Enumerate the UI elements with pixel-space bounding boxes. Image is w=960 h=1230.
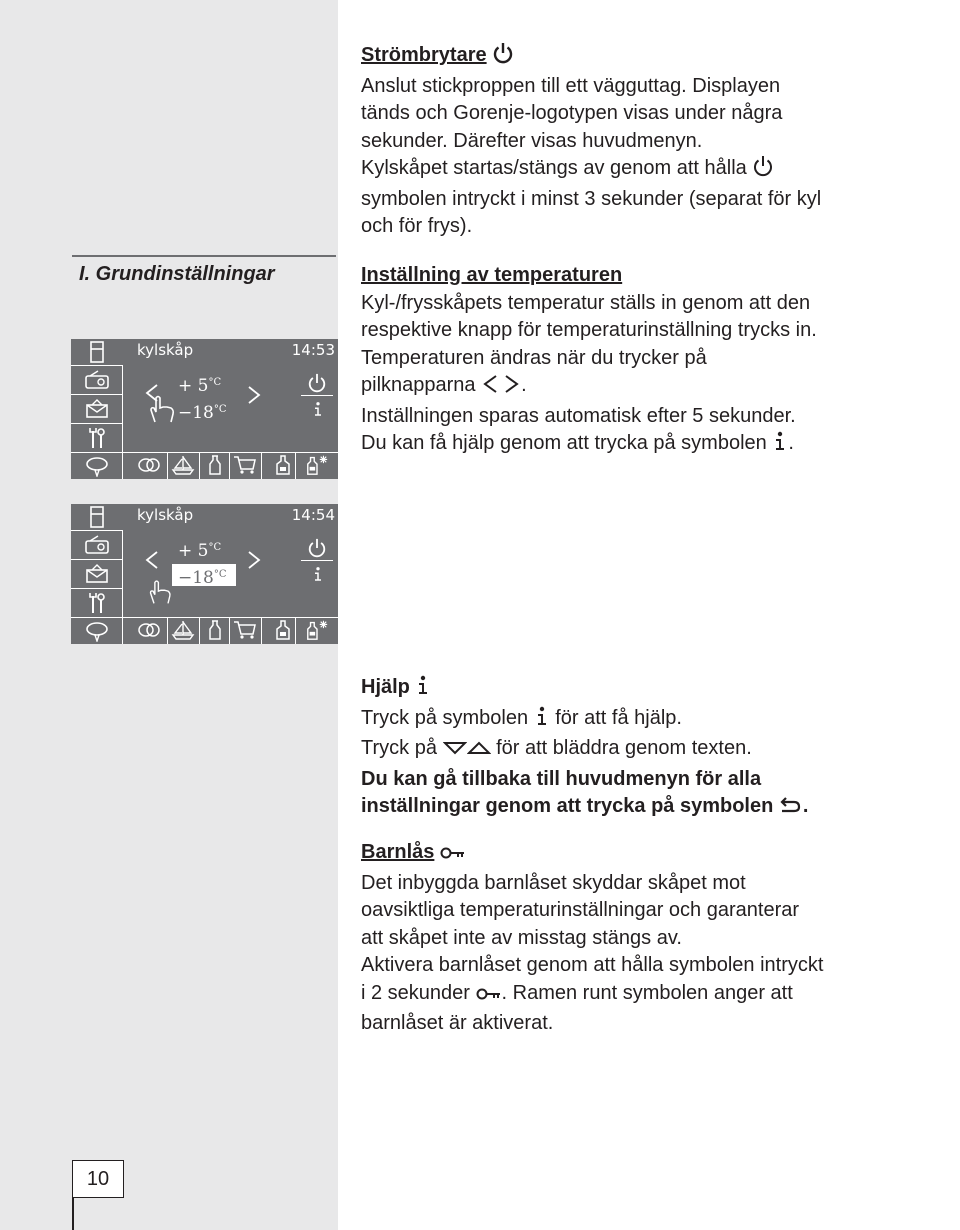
display-screen-2 <box>71 504 338 644</box>
temperature-line: respektive knapp för temperaturinställning trycks in. <box>361 319 817 341</box>
tools-icon[interactable] <box>71 425 122 451</box>
arrow-right-icon[interactable] <box>247 550 261 575</box>
shopping-cart-icon[interactable] <box>233 619 257 641</box>
bottle-icon[interactable] <box>203 619 227 641</box>
info-icon[interactable] <box>312 565 324 588</box>
arrow-down-icon <box>443 738 467 766</box>
help-line: för att bläddra genom texten. <box>496 737 752 759</box>
back-icon <box>779 795 803 824</box>
fridge-icon[interactable] <box>71 504 122 530</box>
key-icon <box>476 983 502 1011</box>
display-screen-1 <box>71 339 338 479</box>
help-line: Tryck på symbolen <box>361 706 529 729</box>
hand-pointer-icon <box>147 394 179 429</box>
temperature-section: Inställning av temperaturen Kyl-/frysskåpets temperatur ställs in genom att den respektive knapp för temperaturinställning trycks in. Temperaturen ändras när du trycker på pilknapparna . Inställningen sparas automatisk efter 5 sekunder. Du kan få hjälp genom att trycka på symbolen . <box>361 262 817 461</box>
display-title: kylskåp <box>137 341 194 359</box>
quick-freeze-icon[interactable] <box>305 454 329 476</box>
section-title: I. Grundinställningar <box>79 263 275 285</box>
key-icon <box>440 842 466 870</box>
power-heading: Strömbrytare <box>361 44 487 66</box>
power-line: Kylskåpet startas/stängs av genom att hålla <box>361 157 747 179</box>
power-line: tänds och Gorenje-logotypen visas under några <box>361 102 783 124</box>
power-section <box>361 42 821 241</box>
help-bold-line: inställningar genom att trycka på symbolen <box>361 795 774 817</box>
hand-pointer-icon <box>147 578 175 611</box>
speech-icon[interactable] <box>71 618 122 644</box>
childlock-line: att skåpet inte av misstag stängs av. <box>361 926 682 949</box>
childlock-line: i 2 sekunder <box>361 981 470 1004</box>
power-line: och för frys). <box>361 215 473 237</box>
help-line: för att få hjälp. <box>555 706 682 729</box>
info-icon <box>415 674 431 705</box>
help-bold-line: Du kan gå tillbaka till huvudmenyn för alla <box>361 767 762 790</box>
info-icon <box>772 430 788 461</box>
tools-icon[interactable] <box>71 590 122 616</box>
power-icon <box>752 155 774 186</box>
drink-icon[interactable] <box>271 619 295 641</box>
childlock-line: Det inbyggda barnlåset skyddar skåpet mot <box>361 871 746 894</box>
display-title: kylskåp <box>137 506 194 524</box>
arrow-right-icon <box>501 374 521 403</box>
temperature-line: Kyl-/frysskåpets temperatur ställs in genom att den <box>361 291 811 314</box>
drink-icon[interactable] <box>271 454 295 476</box>
fridge-temperature[interactable]: + $5^{^\circ C}$ <box>178 541 222 561</box>
radio-icon[interactable] <box>71 532 122 558</box>
help-section: Hjälp Tryck på symbolen för att få hjälp. Tryck på för att bläddra genom texten. Du kan gå tillbaka till huvudmenyn för alla inställningar genom att trycka på symbolen . <box>361 674 808 824</box>
mail-icon[interactable] <box>71 396 122 422</box>
fridge-icon[interactable] <box>71 339 122 365</box>
temperature-line: pilknapparna <box>361 374 476 396</box>
arrow-right-icon[interactable] <box>247 385 261 410</box>
childlock-section <box>361 839 823 1038</box>
display-clock: 14:53 <box>291 341 335 359</box>
arrow-up-icon <box>467 738 491 766</box>
bottle-icon[interactable] <box>203 454 227 476</box>
quick-freeze-icon[interactable] <box>305 619 329 641</box>
speech-icon[interactable] <box>71 453 122 479</box>
eco-icon[interactable] <box>137 619 161 641</box>
section-divider <box>72 255 336 257</box>
power-line: sekunder. Därefter visas huvudmenyn. <box>361 129 703 152</box>
eco-icon[interactable] <box>137 454 161 476</box>
childlock-line: barnlåset är aktiverat. <box>361 1012 554 1034</box>
power-line: symbolen intryckt i minst 3 sekunder (separat för kyl <box>361 187 822 210</box>
power-line: Anslut stickproppen till ett vägguttag. Displayen <box>361 74 781 97</box>
temperature-line: Temperaturen ändras när du trycker på <box>361 346 707 369</box>
temperature-heading: Inställning av temperaturen <box>361 264 623 286</box>
fridge-temperature[interactable]: + $5^{^\circ C}$ <box>178 376 222 396</box>
temperature-line: Du kan få hjälp genom att trycka på symbolen <box>361 432 767 454</box>
arrow-left-icon[interactable] <box>145 550 159 575</box>
temperature-line: Inställningen sparas automatisk efter 5 sekunder. <box>361 404 796 427</box>
power-icon <box>492 42 514 73</box>
mail-icon[interactable] <box>71 561 122 587</box>
holiday-boat-icon[interactable] <box>171 619 195 641</box>
radio-icon[interactable] <box>71 367 122 393</box>
childlock-line: oavsiktliga temperaturinställningar och garanterar <box>361 899 800 921</box>
freezer-temperature[interactable]: $-18^{^\circ C}$ <box>178 403 227 423</box>
page-number: 10 <box>72 1160 124 1198</box>
help-line: Tryck på <box>361 737 437 759</box>
holiday-boat-icon[interactable] <box>171 454 195 476</box>
freezer-temperature[interactable]: $-18^{^\circ C}$ <box>172 564 236 586</box>
shopping-cart-icon[interactable] <box>233 454 257 476</box>
display-clock: 14:54 <box>291 506 335 524</box>
childlock-heading: Barnlås <box>361 841 435 863</box>
childlock-line: Aktivera barnlåset genom att hålla symbolen intryckt <box>361 954 824 976</box>
info-icon <box>534 705 550 736</box>
help-heading: Hjälp <box>361 676 410 698</box>
arrow-left-icon <box>481 374 501 403</box>
childlock-line: . Ramen runt symbolen anger att <box>501 981 793 1004</box>
info-icon[interactable] <box>312 400 324 423</box>
